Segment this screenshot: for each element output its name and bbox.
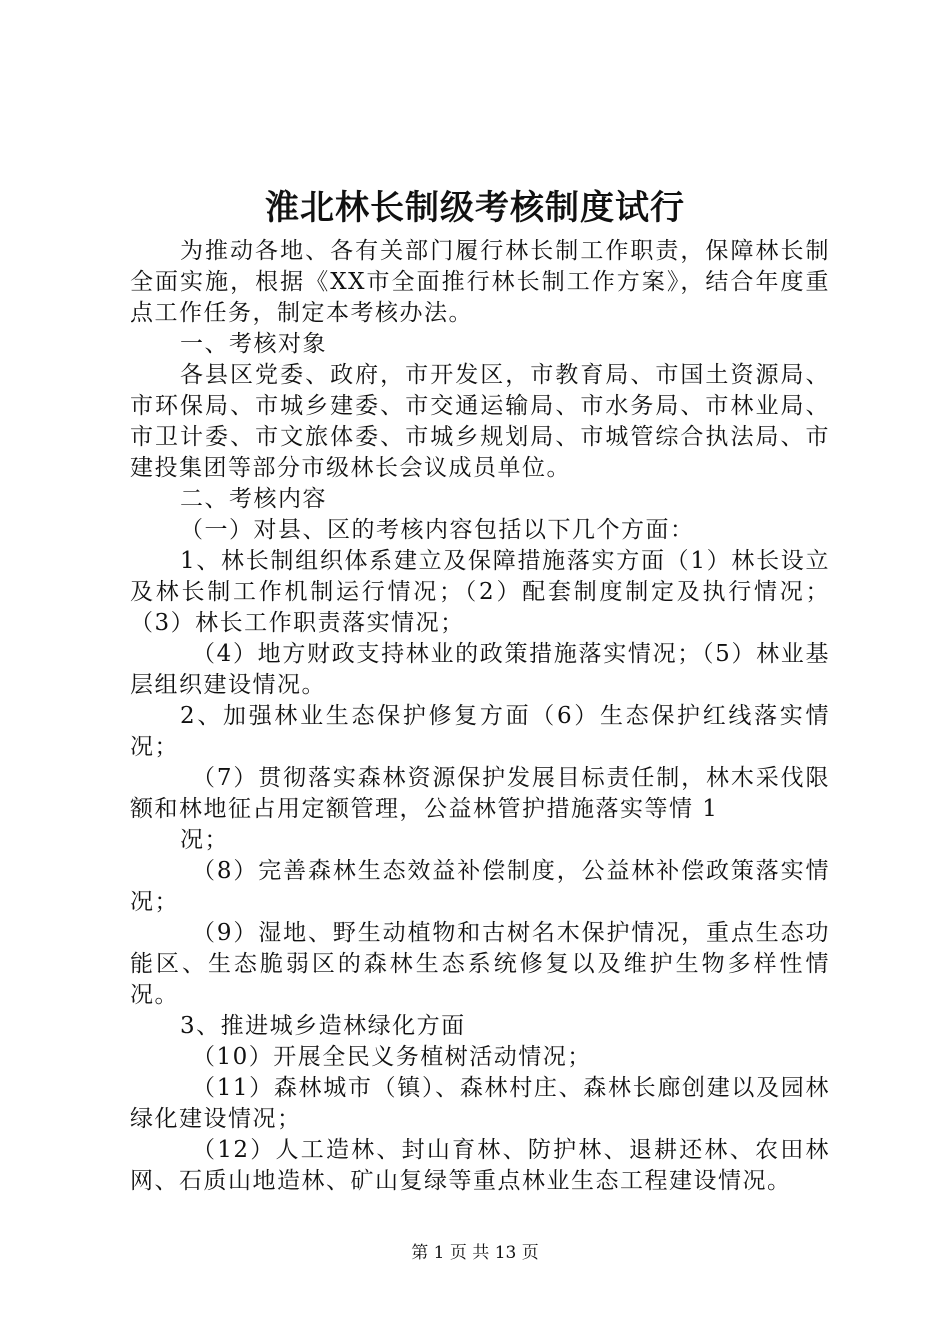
paragraph-item-12: （12）人工造林、封山育林、防护林、退耕还林、农田林网、石质山地造林、矿山复绿等重点林业生态工程建设情况。 [130,1137,830,1194]
paragraph-intro: 为推动各地、各有关部门履行林长制工作职责，保障林长制全面实施，根据《XX市全面推行林长制工作方案》，结合年度重点工作任务，制定本考核办法。 [130,238,830,326]
paragraph-item-1: 1、林长制组织体系建立及保障措施落实方面（1）林长设立及林长制工作机制运行情况；（2）配套制度制定及执行情况；（3）林长工作职责落实情况； [130,548,830,636]
paragraph-item-7: （7）贯彻落实森林资源保护发展目标责任制，林木采伐限额和林地征占用定额管理，公益林管护措施落实等情 1 [130,765,830,822]
paragraph-item-8: （8）完善森林生态效益补偿制度，公益林补偿政策落实情况； [130,858,830,915]
heading-assessment-content: 二、考核内容 [180,486,327,512]
page-number-footer: 第 1 页 共 13 页 [411,1243,539,1263]
paragraph-targets-list: 各县区党委、政府，市开发区，市教育局、市国土资源局、市环保局、市城乡建委、市交通运输局、市水务局、市林业局、市卫计委、市文旅体委、市城乡规划局、市城管综合执法局、市建投集团等部分市级林长会议成员单位。 [130,362,830,481]
paragraph-item-4-5: （4）地方财政支持林业的政策措施落实情况；（5）林业基层组织建设情况。 [130,641,830,698]
document-title: 淮北林长制级考核制度试行 [265,188,685,228]
heading-assessment-targets: 一、考核对象 [180,331,327,357]
paragraph-county-content: （一）对县、区的考核内容包括以下几个方面： [180,517,695,543]
paragraph-item-7-continued: 况； [180,827,229,853]
paragraph-item-10: （10）开展全民义务植树活动情况； [192,1044,592,1070]
paragraph-item-11: （11）森林城市（镇）、森林村庄、森林长廊创建以及园林绿化建设情况； [130,1075,830,1132]
paragraph-item-3: 3、推进城乡造林绿化方面 [180,1013,466,1039]
document-body [130,236,830,1197]
paragraph-item-2: 2、加强林业生态保护修复方面（6）生态保护红线落实情况； [130,703,830,760]
paragraph-item-9: （9）湿地、野生动植物和古树名木保护情况，重点生态功能区、生态脆弱区的森林生态系统修复以及维护生物多样性情况。 [130,920,830,1008]
